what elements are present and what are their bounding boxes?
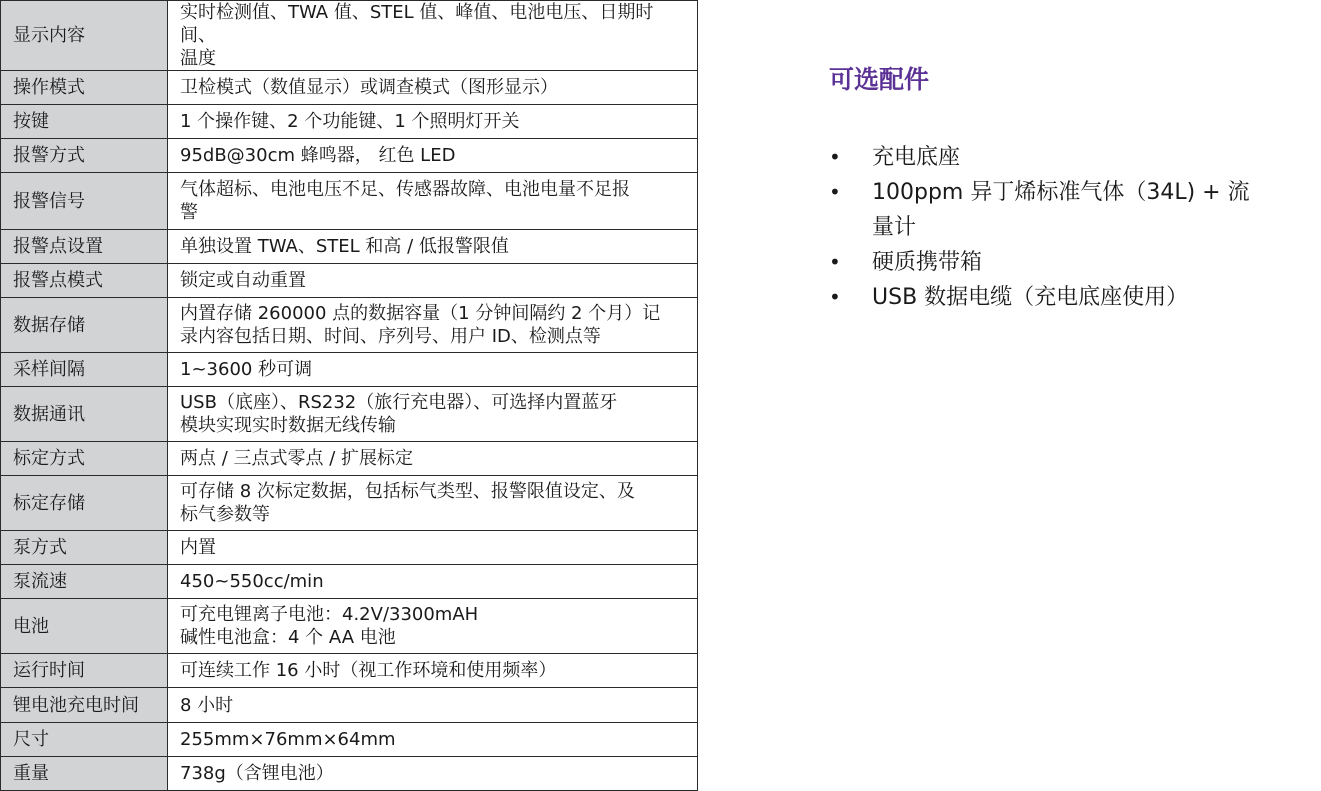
spec-label: 运行时间 bbox=[1, 654, 168, 688]
spec-label: 重量 bbox=[1, 757, 168, 791]
table-row bbox=[1, 565, 698, 599]
spec-value: 450~550cc/min bbox=[168, 565, 698, 599]
spec-value: 气体超标、电池电压不足、传感器故障、电池电量不足报 警 bbox=[168, 173, 698, 230]
table-row bbox=[1, 105, 698, 139]
spec-value: 8 小时 bbox=[168, 688, 698, 723]
table-row bbox=[1, 387, 698, 442]
spec-label: 数据通讯 bbox=[1, 387, 168, 442]
table-row bbox=[1, 757, 698, 791]
bullet-icon: • bbox=[829, 180, 841, 204]
spec-value: 锁定或自动重置 bbox=[168, 264, 698, 298]
list-item bbox=[829, 280, 1299, 315]
spec-value: 1~3600 秒可调 bbox=[168, 353, 698, 387]
bullet-icon: • bbox=[829, 250, 841, 274]
spec-value: 可充电锂离子电池：4.2V/3300mAH 碱性电池盒：4 个 AA 电池 bbox=[168, 599, 698, 654]
spec-value: 可连续工作 16 小时（视工作环境和使用频率） bbox=[168, 654, 698, 688]
spec-label: 标定存储 bbox=[1, 476, 168, 531]
table-row bbox=[1, 723, 698, 757]
spec-value: 内置 bbox=[168, 531, 698, 565]
table-row bbox=[1, 298, 698, 353]
spec-value: 内置存储 260000 点的数据容量（1 分钟间隔约 2 个月）记 录内容包括日期、时间、序列号、用户 ID、检测点等 bbox=[168, 298, 698, 353]
spec-label: 报警点模式 bbox=[1, 264, 168, 298]
list-item-text: 充电底座 bbox=[872, 145, 961, 170]
table-row bbox=[1, 173, 698, 230]
table-row bbox=[1, 353, 698, 387]
list-item bbox=[829, 140, 1299, 175]
spec-label: 采样间隔 bbox=[1, 353, 168, 387]
table-row bbox=[1, 71, 698, 105]
spec-label: 数据存储 bbox=[1, 298, 168, 353]
spec-value: 255mm×76mm×64mm bbox=[168, 723, 698, 757]
table-row bbox=[1, 476, 698, 531]
spec-label: 尺寸 bbox=[1, 723, 168, 757]
table-row bbox=[1, 230, 698, 264]
spec-label: 报警方式 bbox=[1, 139, 168, 173]
bullet-icon: • bbox=[829, 145, 841, 169]
spec-label: 报警信号 bbox=[1, 173, 168, 230]
list-item-text: USB 数据电缆（充电底座使用） bbox=[872, 285, 1189, 310]
spec-value: 实时检测值、TWA 值、STEL 值、峰值、电池电压、日期时间、 温度 bbox=[168, 1, 698, 71]
spec-label: 泵方式 bbox=[1, 531, 168, 565]
spec-table-body bbox=[1, 0, 698, 791]
spec-label: 电池 bbox=[1, 599, 168, 654]
spec-value: 两点 / 三点式零点 / 扩展标定 bbox=[168, 442, 698, 476]
spec-label: 泵流速 bbox=[1, 565, 168, 599]
optional-accessories-list bbox=[829, 140, 1299, 315]
table-row bbox=[1, 599, 698, 654]
optional-accessories-section bbox=[829, 62, 1299, 315]
spec-value: 1 个操作键、2 个功能键、1 个照明灯开关 bbox=[168, 105, 698, 139]
table-row bbox=[1, 264, 698, 298]
table-row bbox=[1, 531, 698, 565]
spec-value: USB（底座）、RS232（旅行充电器）、可选择内置蓝牙 模块实现实时数据无线传输 bbox=[168, 387, 698, 442]
optional-accessories-title: 可选配件 bbox=[829, 65, 930, 94]
spec-label: 报警点设置 bbox=[1, 230, 168, 264]
spec-value: 95dB@30cm 蜂鸣器， 红色 LED bbox=[168, 139, 698, 173]
spec-value: 可存储 8 次标定数据，包括标气类型、报警限值设定、及 标气参数等 bbox=[168, 476, 698, 531]
spec-value: 单独设置 TWA、STEL 和高 / 低报警限值 bbox=[168, 230, 698, 264]
spec-label: 锂电池充电时间 bbox=[1, 688, 168, 723]
spec-value: 卫检模式（数值显示）或调查模式（图形显示） bbox=[168, 71, 698, 105]
bullet-icon: • bbox=[829, 285, 841, 309]
list-item bbox=[829, 245, 1299, 280]
list-item bbox=[829, 175, 1299, 245]
table-row bbox=[1, 139, 698, 173]
table-row bbox=[1, 442, 698, 476]
spec-label: 操作模式 bbox=[1, 71, 168, 105]
spec-label: 标定方式 bbox=[1, 442, 168, 476]
spec-label: 显示内容 bbox=[1, 1, 168, 71]
table-row bbox=[1, 688, 698, 723]
spec-value: 738g（含锂电池） bbox=[168, 757, 698, 791]
list-item-text: 100ppm 异丁烯标准气体（34L) + 流 量计 bbox=[872, 180, 1250, 240]
spec-label: 按键 bbox=[1, 105, 168, 139]
table-row bbox=[1, 1, 698, 71]
list-item-text: 硬质携带箱 bbox=[872, 250, 983, 275]
table-row bbox=[1, 654, 698, 688]
